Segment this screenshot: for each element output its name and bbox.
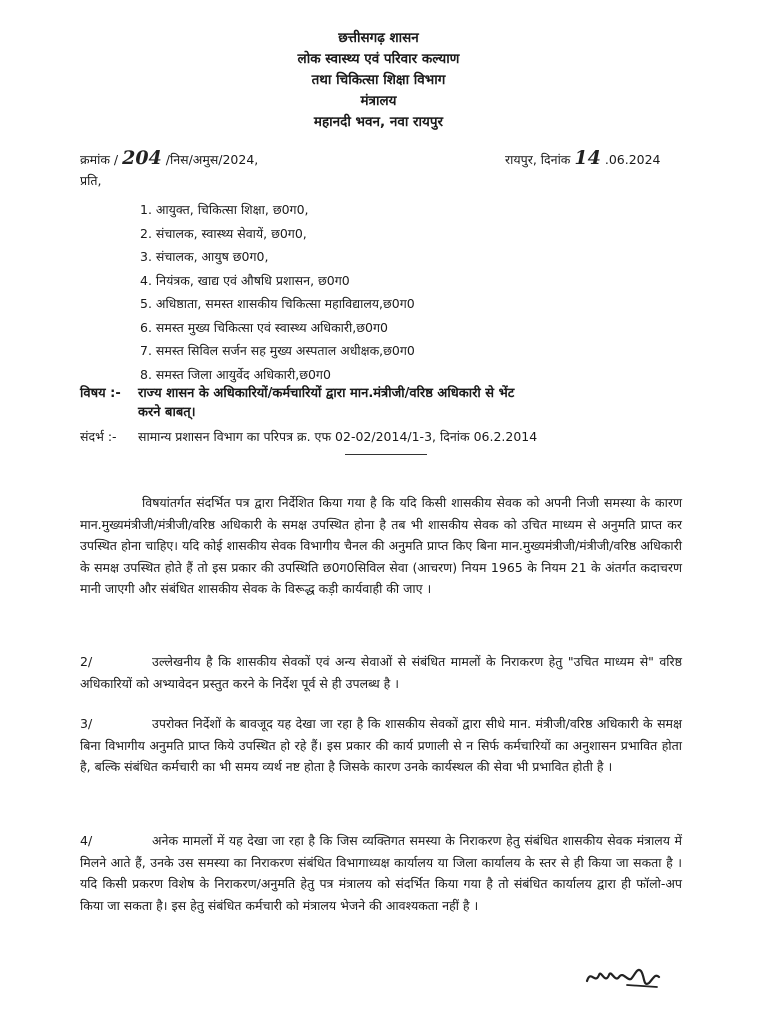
- addressee-label: प्रति,: [80, 173, 102, 188]
- reference-text: सामान्य प्रशासन विभाग का परिपत्र क्र. एफ 02-02/2014/1-3, दिनांक 06.2.2014: [138, 429, 538, 444]
- date-prefix: रायपुर, दिनांक: [505, 152, 571, 167]
- subject-line: [80, 384, 680, 422]
- recipient-item: 2. संचालक, स्वास्थ्य सेवायें, छ0ग0,: [140, 225, 307, 241]
- signature-icon: [583, 955, 663, 995]
- recipient-item: 8. समस्त जिला आयुर्वेद अधिकारी,छ0ग0: [140, 366, 331, 382]
- recipient-item: 7. समस्त सिविल सर्जन सह मुख्य अस्पताल अधीक्षक,छ0ग0: [140, 343, 415, 358]
- divider-rule: [345, 454, 427, 455]
- paragraph-3-number: 3/: [80, 716, 93, 731]
- ref-handwritten-number: 204: [122, 147, 162, 169]
- header-ministry: मंत्रालय: [360, 93, 397, 109]
- recipient-item: 4. नियंत्रक, खाद्य एवं औषधि प्रशासन, छ0ग0: [140, 272, 350, 288]
- ref-prefix: क्रमांक /: [80, 152, 119, 167]
- header-address: महानदी भवन, नवा रायपुर: [313, 114, 444, 130]
- letter-header: [0, 28, 757, 133]
- reference-label: संदर्भ :-: [80, 429, 117, 444]
- paragraph-3: [80, 713, 682, 778]
- header-department-line2: तथा चिकित्सा शिक्षा विभाग: [311, 72, 446, 88]
- header-government: छत्तीसगढ़ शासन: [338, 30, 419, 46]
- paragraph-3-text: उपरोक्त निर्देशों के बावजूद यह देखा जा रहा है कि शासकीय सेवकों द्वारा सीधे मान. मंत्रीजी/वरिष्ठ अधिकारी के समक्ष बिना विभागीय अनुमति प्राप्त किये उपस्थित हो रहे हैं। इस प्रकार की कार्य प्रणाली से न सिर्फ कर्मचारियों का अनुशासन प्रभावित होता है, बल्कि संबंधित कर्मचारी का भी समय व्यर्थ नष्ट होता है जिसके कारण उनके कार्यस्थल की सेवा भी प्रभावित होती है ।: [80, 716, 682, 774]
- recipient-item: 5. अधिष्ठाता, समस्त शासकीय चिकित्सा महाविद्यालय,छ0ग0: [140, 296, 415, 311]
- recipient-item: 1. आयुक्त, चिकित्सा शिक्षा, छ0ग0,: [140, 202, 309, 217]
- recipient-item: 6. समस्त मुख्य चिकित्सा एवं स्वास्थ्य अधिकारी,छ0ग0: [140, 319, 388, 335]
- date-handwritten-day: 14: [574, 147, 601, 169]
- paragraph-4-text: अनेक मामलों में यह देखा जा रहा है कि जिस व्यक्तिगत समस्या के निराकरण हेतु संबंधित शासकीय सेवक मंत्रालय में मिलने आते हैं, उनके उस समस्या का निराकरण संबंधित विभागाध्यक्ष कार्यालय या जिला कार्यालय के स्तर से ही किया जा सकता है । यदि किसी प्रकरण विशेष के निराकरण/अनुमति हेतु पत्र मंत्रालय को संदर्भित किया गया है तो संबंधित कार्यालय द्वारा ही फॉलो-अप किया जा सकता है। इस हेतु संबंधित कर्मचारी को मंत्रालय भेजने की आवश्यकता नहीं है ।: [80, 833, 682, 913]
- paragraph-2-number: 2/: [80, 654, 93, 669]
- recipient-list: [140, 198, 415, 386]
- paragraph-2: [80, 651, 682, 694]
- letter-date: [505, 147, 661, 169]
- paragraph-1: विषयांतर्गत संदर्भित पत्र द्वारा निर्देशित किया गया है कि यदि किसी शासकीय सेवक को अपनी निजी समस्या के कारण मान.मुख्यमंत्रीजी/मंत्रीजी/वरिष्ठ अधिकारी के समक्ष उपस्थित होना है तब भी शासकीय सेवक को उचित माध्यम से अनुमति प्राप्त कर उपस्थित होना चाहिए। यदि कोई शासकीय सेवक विभागीय चैनल की अनुमति प्राप्त किए बिना मान.मुख्यमंत्रीजी/मंत्रीजी/वरिष्ठ अधिकारी के समक्ष उपस्थित होते हैं तो इस प्रकार की उपस्थिति छ0ग0सिविल सेवा (आचरण) नियम 1965 के नियम 21 के अंतर्गत कदाचरण मानी जाएगी और संबंधित शासकीय सेवक के विरूद्ध कड़ी कार्यवाही की जाए ।: [80, 495, 682, 596]
- reference-number: [80, 147, 258, 169]
- header-department-line1: लोक स्वास्थ्य एवं परिवार कल्याण: [297, 51, 460, 67]
- paragraph-4-number: 4/: [80, 833, 93, 848]
- subject-text-line2: करने बाबत्।: [138, 405, 196, 420]
- paragraph-4: [80, 830, 682, 916]
- date-suffix: .06.2024: [604, 152, 661, 167]
- subject-text-line1: राज्य शासन के अधिकारियों/कर्मचारियों द्वारा मान.मंत्रीजी/वरिष्ठ अधिकारी से भेंट: [138, 386, 515, 401]
- recipient-item: 3. संचालक, आयुष छ0ग0,: [140, 249, 269, 264]
- paragraph-2-text: उल्लेखनीय है कि शासकीय सेवकों एवं अन्य सेवाओं से संबंधित मामलों के निराकरण हेतु "उचित माध्यम से" वरिष्ठ अधिकारियों को अभ्यावेदन प्रस्तुत करने के निर्देश पूर्व से ही उपलब्ध है ।: [80, 654, 682, 691]
- ref-suffix: /निस/अमुस/2024,: [165, 152, 259, 167]
- subject-label: विषय :-: [80, 386, 121, 401]
- reference-line: [80, 428, 700, 445]
